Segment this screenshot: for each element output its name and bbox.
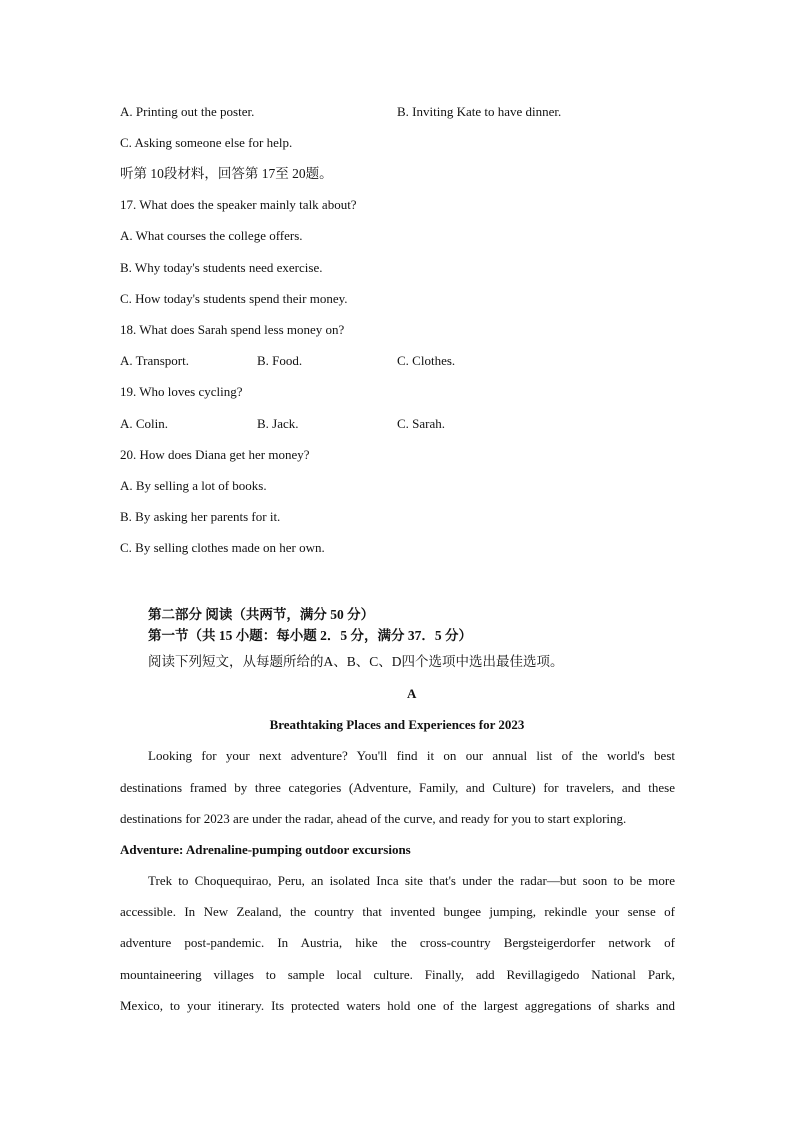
- q17-option-a: A. What courses the college offers.: [120, 228, 303, 243]
- adventure-line-5: Mexico, to your itinerary. Its protected waters hold one of the largest aggregations of sharks and: [120, 998, 675, 1013]
- adventure-line-4: mountaineering villages to sample local culture. Finally, add Revillagigedo National Park,: [120, 967, 675, 982]
- q18-option-a: A. Transport.: [120, 353, 189, 368]
- intro-line-1: Looking for your next adventure? You'll find it on our annual list of the world's best: [148, 748, 675, 763]
- q20-question: 20. How does Diana get her money?: [120, 447, 310, 462]
- q17-option-b: B. Why today's students need exercise.: [120, 260, 323, 275]
- q20-option-a: A. By selling a lot of books.: [120, 478, 267, 493]
- intro-line-2: destinations framed by three categories (Adventure, Family, and Culture) for travelers, and these: [120, 780, 675, 795]
- q17-question: 17. What does the speaker mainly talk about?: [120, 197, 357, 212]
- q16-option-c: C. Asking someone else for help.: [120, 135, 293, 150]
- intro-line-3: destinations for 2023 are under the radar, ahead of the curve, and ready for you to start exploring.: [120, 811, 627, 826]
- adventure-line-1: Trek to Choquequirao, Peru, an isolated Inca site that's under the radar—but soon to be more: [148, 873, 675, 888]
- reading-section-title: 第一节（共 15 小题：每小题 2．5 分，满分 37．5 分）: [148, 628, 472, 643]
- reading-part-title: 第二部分 阅读（共两节，满分 50 分）: [148, 607, 375, 622]
- q16-option-a: A. Printing out the poster.: [120, 104, 255, 119]
- listening-instruction: 听第 10段材料，回答第 17至 20题。: [120, 166, 333, 181]
- q19-option-a: A. Colin.: [120, 416, 169, 431]
- q18-question: 18. What does Sarah spend less money on?: [120, 322, 345, 337]
- q19-option-b: B. Jack.: [257, 416, 299, 431]
- adventure-line-2: accessible. In New Zealand, the country that invented bungee jumping, rekindle your sense of: [120, 904, 675, 919]
- q17-option-c: C. How today's students spend their money.: [120, 291, 348, 306]
- q20-option-b: B. By asking her parents for it.: [120, 509, 281, 524]
- q19-option-c: C. Sarah.: [397, 416, 446, 431]
- passage-title: Breathtaking Places and Experiences for 2023: [269, 717, 525, 732]
- q19-question: 19. Who loves cycling?: [120, 384, 243, 399]
- q20-option-c: C. By selling clothes made on her own.: [120, 540, 325, 555]
- q18-option-c: C. Clothes.: [397, 353, 456, 368]
- passage-letter: A: [407, 686, 417, 701]
- q16-option-b: B. Inviting Kate to have dinner.: [397, 104, 562, 119]
- adventure-line-3: adventure post-pandemic. In Austria, hike the cross-country Bergsteigerdorfer network of: [120, 935, 675, 950]
- adventure-heading: Adventure: Adrenaline-pumping outdoor excursions: [120, 842, 411, 857]
- q18-option-b: B. Food.: [257, 353, 303, 368]
- reading-instruction: 阅读下列短文，从每题所给的A、B、C、D四个选项中选出最佳选项。: [148, 654, 564, 669]
